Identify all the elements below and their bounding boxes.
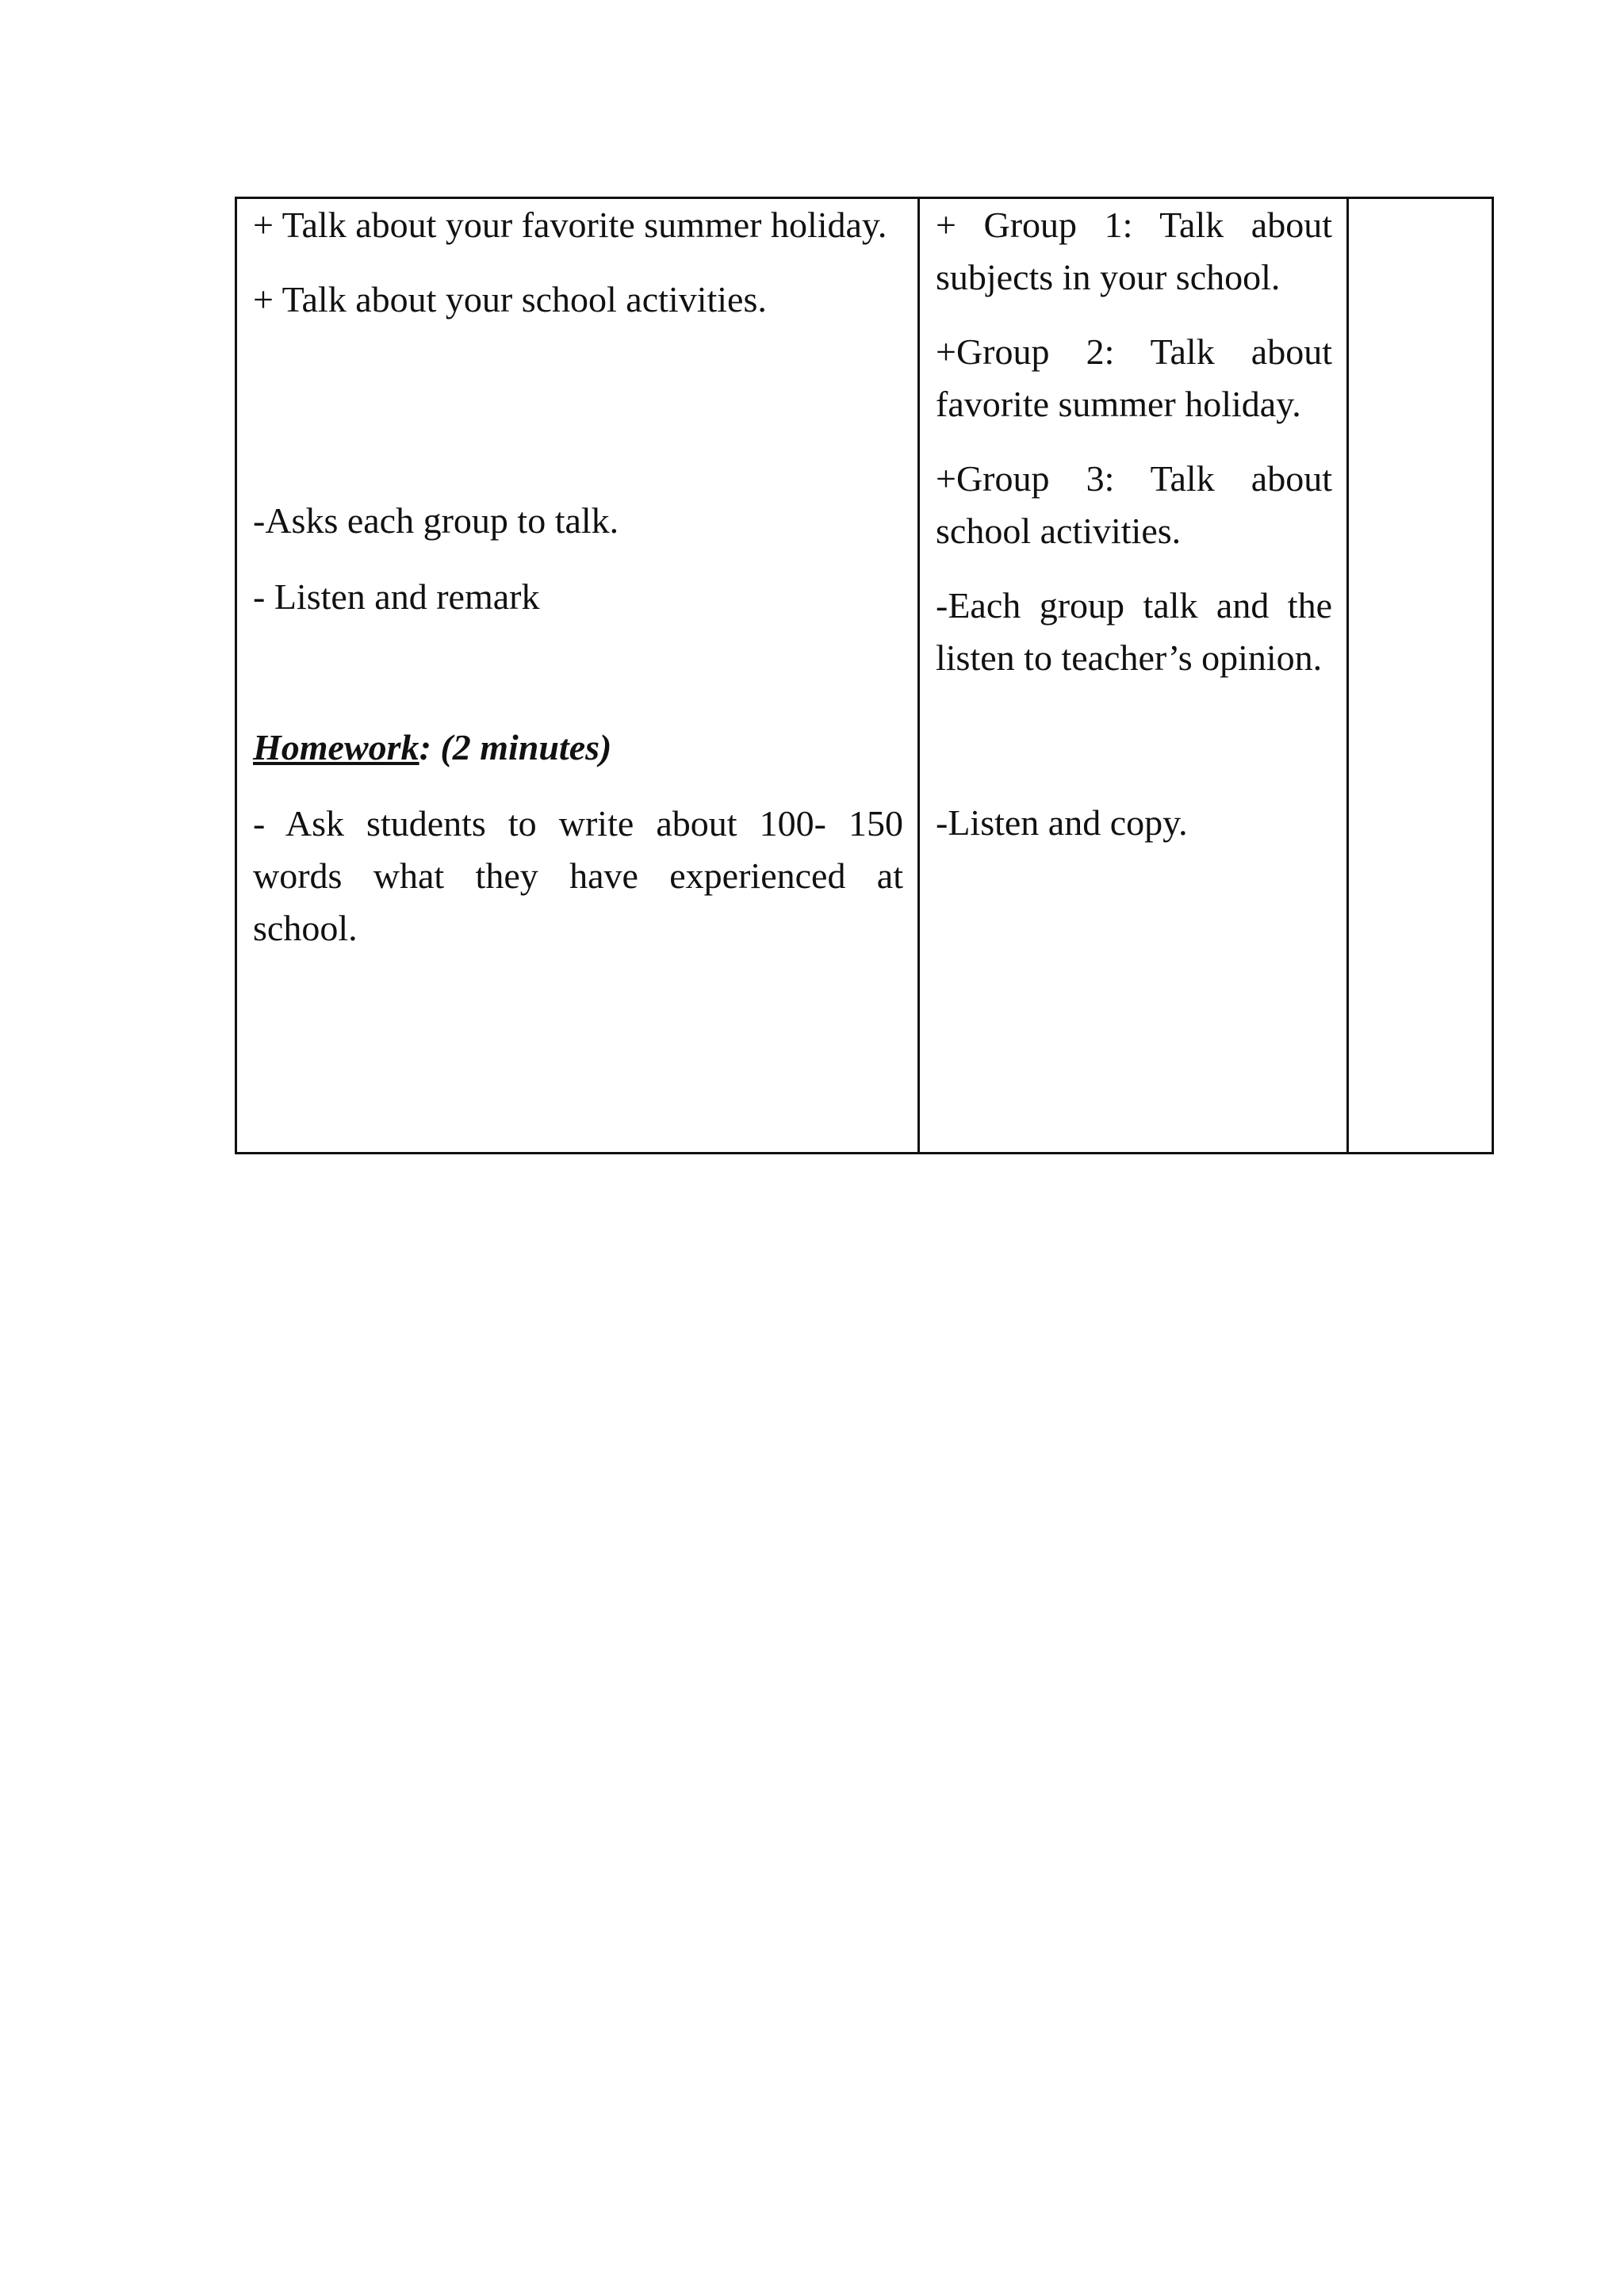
homework-heading xyxy=(253,721,903,774)
each-group-talk-text: -Each group talk and the listen to teacher’s opinion. xyxy=(936,585,1332,678)
homework-label: Homework xyxy=(253,727,419,767)
lesson-plan-table xyxy=(235,197,1494,1154)
asks-each-group-text: -Asks each group to talk. xyxy=(253,500,619,541)
table-row xyxy=(236,198,1493,1154)
group3-text: +Group 3: Talk about school activities. xyxy=(936,458,1332,551)
homework-task-text: - Ask students to write about 100- 150 words what they have experienced at school. xyxy=(253,803,903,948)
talk-school-activities-text: + Talk about your school activities. xyxy=(253,279,767,320)
notes-cell xyxy=(1348,198,1493,1154)
student-activities-cell xyxy=(919,198,1348,1154)
talk-summer-holiday-text: + Talk about your favorite summer holiday. xyxy=(253,205,887,245)
listen-remark-text: - Listen and remark xyxy=(253,576,540,617)
homework-duration: : (2 minutes) xyxy=(419,727,612,767)
group2-text: +Group 2: Talk about favorite summer holiday. xyxy=(936,331,1332,424)
teacher-activities-cell xyxy=(236,198,919,1154)
listen-copy-text: -Listen and copy. xyxy=(936,802,1188,843)
group1-text: + Group 1: Talk about subjects in your school. xyxy=(936,205,1332,297)
